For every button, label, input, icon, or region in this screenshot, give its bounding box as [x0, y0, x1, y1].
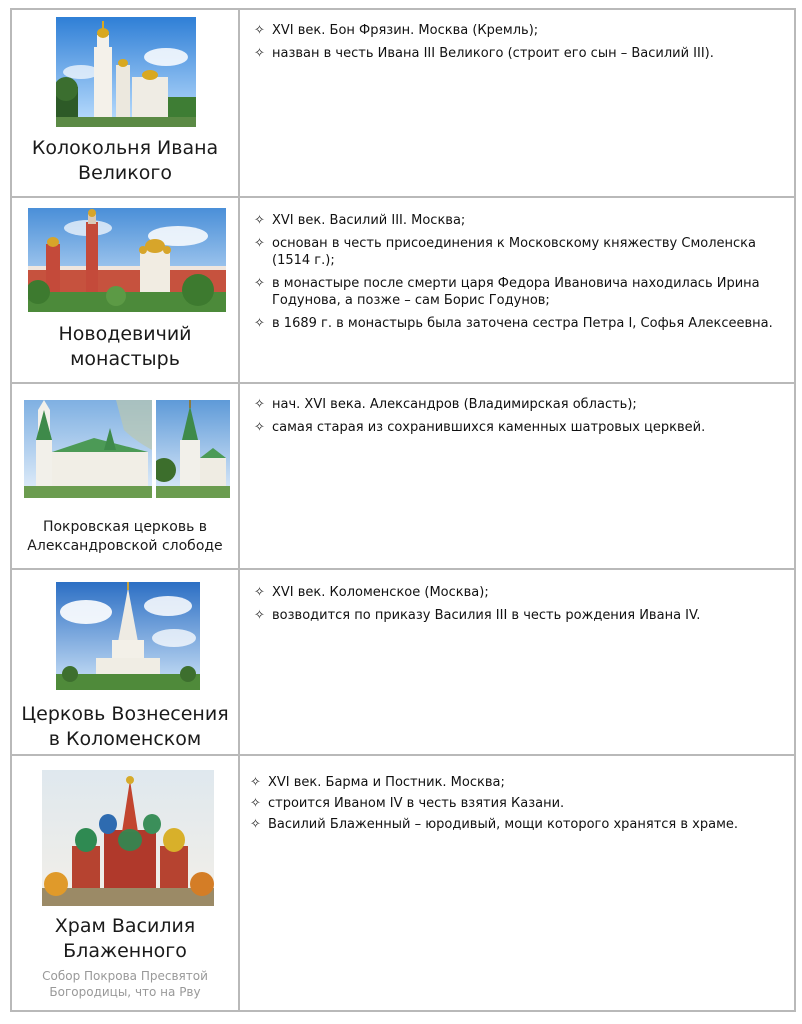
list-item: ✧ в монастыре после смерти царя Федора Ивановича находилась Ирина Годунова, а позже – сам Борис Годунов; [254, 276, 760, 308]
list-item: ✧ возводится по приказу Василия III в честь рождения Ивана IV. [254, 608, 701, 623]
list-item: ✧ XVI век. Барма и Постник. Москва; [250, 775, 505, 790]
table-row [12, 384, 794, 570]
sparkle-bullet-icon: ✧ [254, 213, 265, 228]
list-item: ✧ нач. XVI века. Александров (Владимирская область); [254, 397, 637, 412]
monument-title: Колокольня Ивана Великого [31, 137, 219, 184]
st-basils-cathedral-photo [42, 770, 214, 906]
sparkle-bullet-icon: ✧ [250, 817, 261, 832]
sparkle-bullet-icon: ✧ [254, 23, 265, 38]
list-item: ✧ самая старая из сохранившихся каменных шатровых церквей. [254, 420, 706, 435]
list-item: ✧ в 1689 г. в монастырь была заточена сестра Петра I, Софья Алексеевна. [254, 316, 773, 331]
sparkle-bullet-icon: ✧ [254, 236, 265, 251]
monument-title: Храм Василия Блаженного [54, 915, 196, 962]
facts-list [254, 584, 782, 630]
facts-cell [240, 198, 794, 382]
facts-cell [240, 384, 794, 568]
novodevichy-convent-photo [28, 208, 226, 312]
church-of-ascension-photo [56, 582, 200, 690]
table-row [12, 10, 794, 198]
table-row [12, 198, 794, 384]
list-item: ✧ строится Иваном IV в честь взятия Казани. [250, 796, 565, 811]
architecture-table [10, 8, 796, 1012]
list-item: ✧ XVI век. Коломенское (Москва); [254, 585, 489, 600]
sparkle-bullet-icon: ✧ [254, 420, 265, 435]
monument-cell [12, 198, 240, 382]
monument-cell [12, 570, 240, 754]
facts-list [254, 22, 782, 68]
monument-cell [12, 10, 240, 196]
list-item: ✧ XVI век. Василий III. Москва; [254, 213, 466, 228]
ivan-the-great-bell-tower-photo [56, 17, 196, 127]
facts-cell [240, 10, 794, 196]
facts-list [250, 774, 782, 837]
sparkle-bullet-icon: ✧ [254, 397, 265, 412]
sparkle-bullet-icon: ✧ [254, 46, 265, 61]
monument-title: Новодевичий монастырь [58, 323, 192, 370]
table-row [12, 756, 794, 1010]
monument-cell [12, 384, 240, 568]
sparkle-bullet-icon: ✧ [254, 585, 265, 600]
list-item: ✧ Василий Блаженный – юродивый, мощи которого хранятся в храме. [250, 817, 739, 832]
facts-cell [240, 756, 794, 1010]
facts-cell [240, 570, 794, 754]
monument-subtitle: Собор Покрова Пресвятой Богородицы, что на Рву [42, 969, 208, 999]
sparkle-bullet-icon: ✧ [250, 775, 261, 790]
sparkle-bullet-icon: ✧ [254, 276, 265, 291]
sparkle-bullet-icon: ✧ [254, 316, 265, 331]
pokrovskaya-church-photo-1 [24, 400, 152, 498]
monument-cell [12, 756, 240, 1010]
facts-list [254, 212, 782, 338]
sparkle-bullet-icon: ✧ [250, 796, 261, 811]
sparkle-bullet-icon: ✧ [254, 608, 265, 623]
pokrovskaya-church-photo-2 [156, 400, 230, 498]
list-item: ✧ назван в честь Ивана III Великого (строит его сын – Василий III). [254, 46, 714, 61]
list-item: ✧ XVI век. Бон Фрязин. Москва (Кремль); [254, 23, 539, 38]
list-item: ✧ основан в честь присоединения к Московскому княжеству Смоленска (1514 г.); [254, 236, 756, 268]
table-row [12, 570, 794, 756]
monument-title: Покровская церковь в Александровской слободе [27, 519, 223, 554]
facts-list [254, 396, 782, 442]
monument-title: Церковь Вознесения в Коломенском [21, 703, 229, 750]
